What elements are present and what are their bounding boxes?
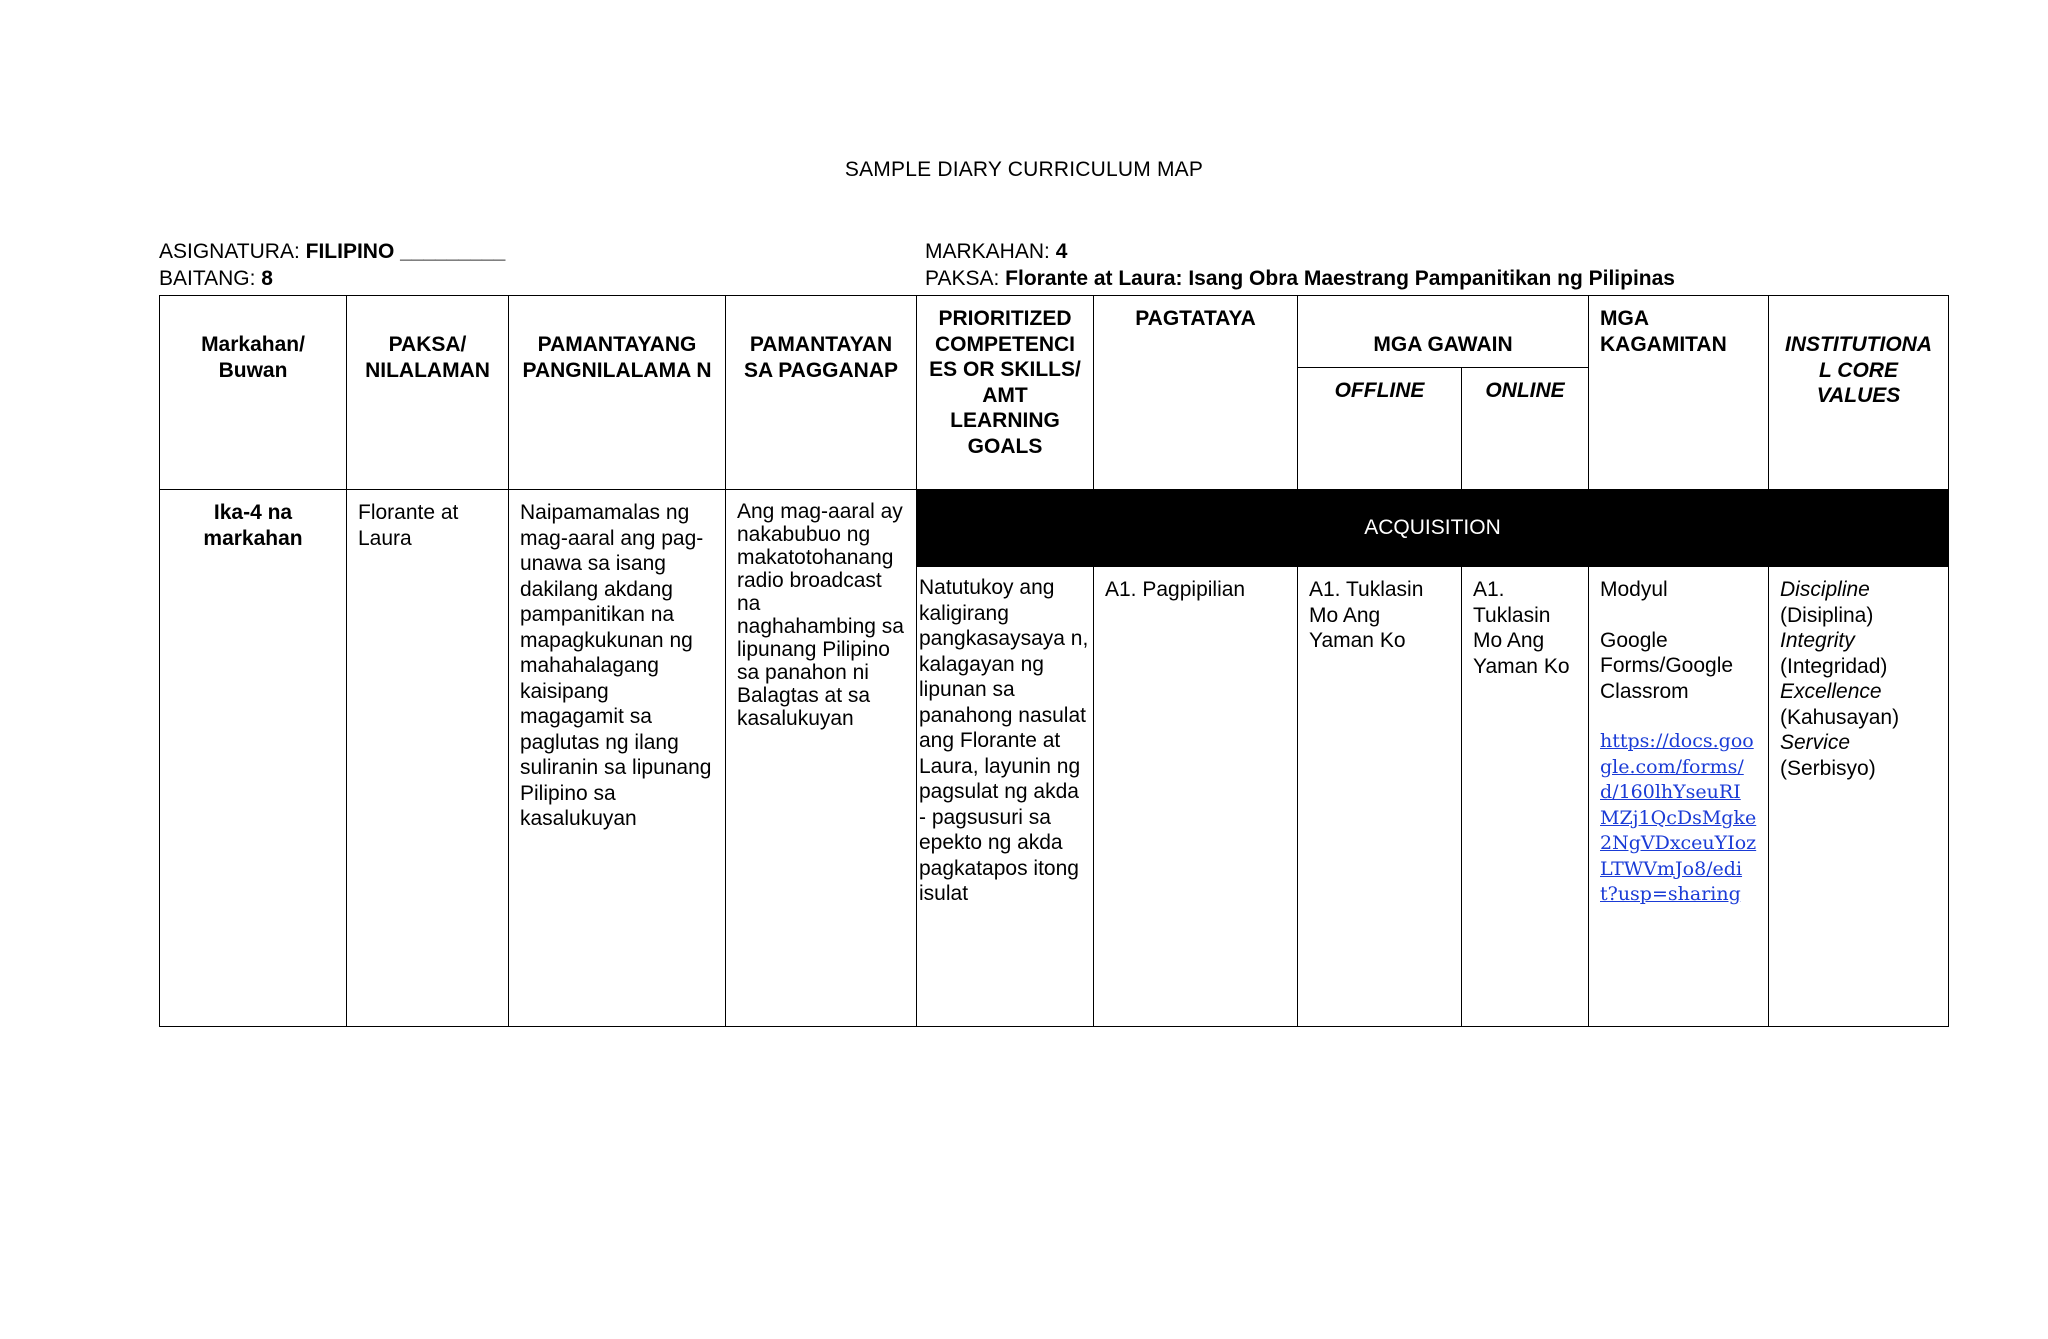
cell-kagamitan (1589, 567, 1769, 1027)
header-row (160, 296, 1949, 368)
header-paksa: PAKSA/ NILALAMAN (347, 296, 509, 490)
kagamitan-modyul: Modyul (1600, 578, 1668, 601)
paksa-label: PAKSA: (925, 267, 1006, 290)
markahan-line (925, 238, 1675, 265)
asignatura-label: ASIGNATURA: (159, 240, 306, 263)
header-mga-gawain: MGA GAWAIN (1298, 296, 1589, 368)
baitang-line (159, 265, 505, 292)
value-integridad: (Integridad) (1780, 654, 1888, 678)
asignatura-value: FILIPINO _________ (305, 240, 506, 263)
cell-competency: Natutukoy ang kaligirang pangkasaysaya n, kalagayan ng lipunan sa panahong nasulat ang Florante at Laura, layunin ng pagsulat ng akda - pagsusuri sa epekto ng akda pagkatapos itong isulat (917, 567, 1094, 1027)
paksa-value: Florante at Laura: Isang Obra Maestrang Pampanitikan ng Pilipinas (1005, 267, 1675, 290)
document-title: SAMPLE DIARY CURRICULUM MAP (844, 158, 1204, 181)
header-pagtataya: PAGTATAYA (1094, 296, 1298, 490)
header-prioritized-competencies: PRIORITIZED COMPETENCI ES OR SKILLS/ AMT LEARNING GOALS (917, 296, 1094, 490)
value-discipline: Discipline (1780, 578, 1870, 601)
acquisition-banner: ACQUISITION (917, 490, 1949, 567)
meta-right (925, 238, 1675, 292)
header-core-values: INSTITUTIONA L CORE VALUES (1769, 296, 1949, 490)
paksa-line (925, 265, 1675, 292)
cell-pagtataya: A1. Pagpipilian (1094, 567, 1298, 1027)
cell-online: A1. Tuklasin Mo Ang Yaman Ko (1462, 567, 1589, 1027)
kagamitan-google-forms: Google Forms/Google Classrom (1600, 628, 1734, 703)
cell-offline: A1. Tuklasin Mo Ang Yaman Ko (1298, 567, 1462, 1027)
markahan-label: MARKAHAN: (925, 240, 1056, 263)
cell-pamantayang-pangnilalaman: Naipamamalas ng mag-aaral ang pag-unawa sa isang dakilang akdang pampanitikan na mapagkukunan ng mahahalagang kaisipang magagamit sa paglutas ng ilang suliranin sa lipunang Pilipino sa kasalukuyan (509, 490, 726, 1027)
value-integrity: Integrity (1780, 629, 1855, 652)
baitang-value: 8 (261, 267, 273, 290)
cell-paksa: Florante at Laura (347, 490, 509, 1027)
header-pamantayan-pagganap: PAMANTAYAN SA PAGGANAP (726, 296, 917, 490)
value-disiplina: (Disiplina) (1780, 603, 1874, 627)
meta-left (159, 238, 505, 292)
asignatura-line (159, 238, 505, 265)
header-mga-kagamitan: MGA KAGAMITAN (1589, 296, 1769, 490)
value-service: Service (1780, 731, 1851, 754)
acquisition-row (160, 490, 1949, 567)
header-offline: OFFLINE (1298, 368, 1462, 490)
value-serbisyo: (Serbisyo) (1780, 756, 1876, 780)
cell-markahan: Ika-4 na markahan (160, 490, 347, 1027)
value-excellence: Excellence (1780, 680, 1882, 703)
cell-pamantayan-pagganap: Ang mag-aaral ay nakabubuo ng makatotohanang radio broadcast na naghahambing sa lipunang Pilipino sa panahon ni Balagtas at sa kasalukuyan (726, 490, 917, 1027)
header-pamantayang-pangnilalaman: PAMANTAYANG PANGNILALAMA N (509, 296, 726, 490)
baitang-label: BAITANG: (159, 267, 262, 290)
header-online: ONLINE (1462, 368, 1589, 490)
value-kahusayan: (Kahusayan) (1780, 705, 1900, 729)
google-forms-link[interactable]: https://docs.google.com/forms/d/160lhYseuRIMZj1QcDsMgke2NgVDxceuYIozLTWVmJo8/edit?usp=sharing (1600, 730, 1757, 905)
markahan-value: 4 (1055, 240, 1068, 263)
header-markahan: Markahan/ Buwan (160, 296, 347, 490)
cell-core-values (1769, 567, 1949, 1027)
curriculum-map-table (159, 295, 1949, 1027)
